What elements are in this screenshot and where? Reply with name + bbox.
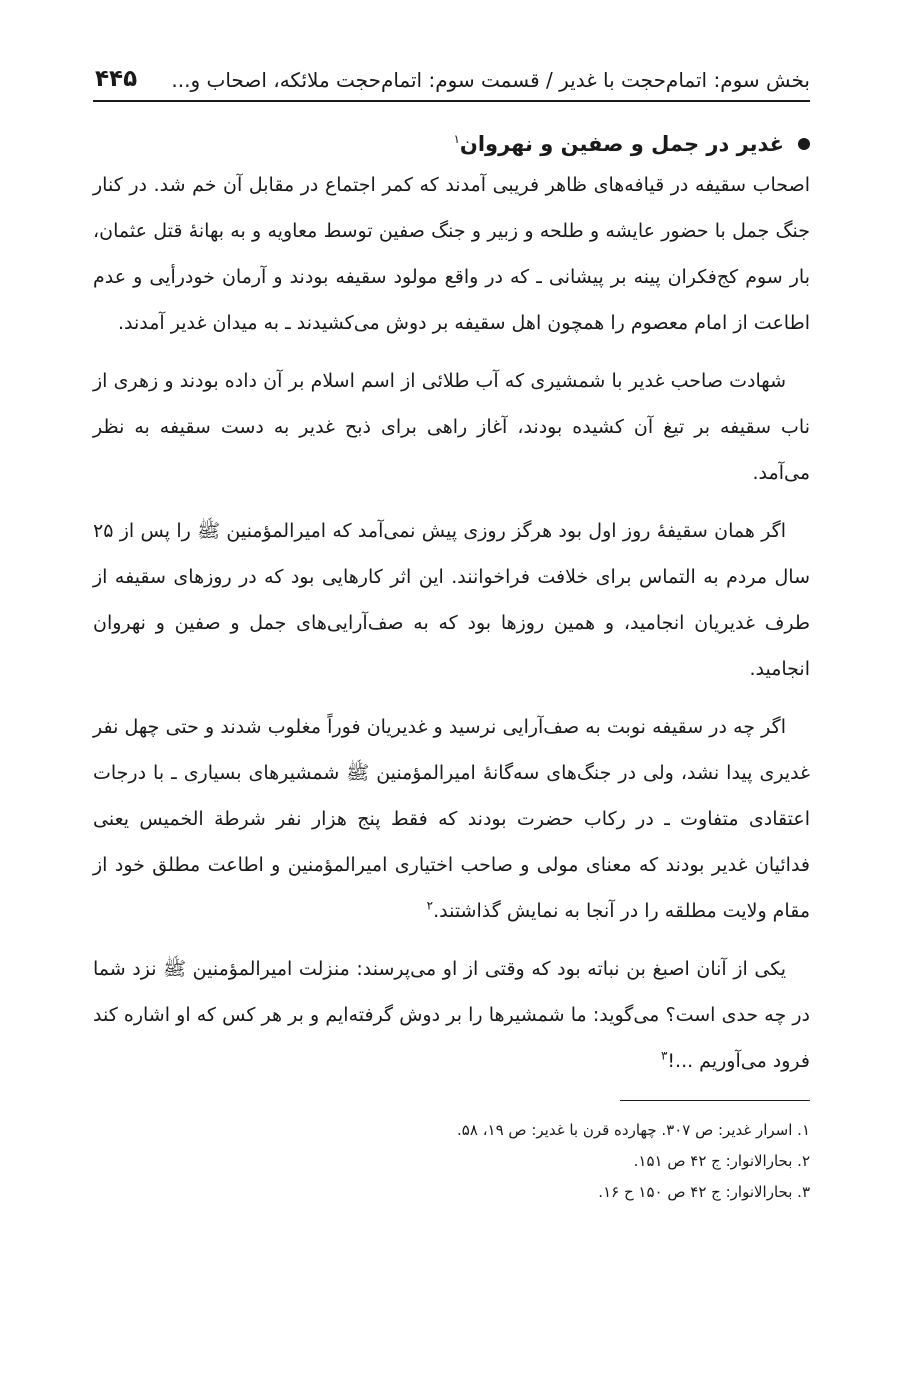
section-heading-text bbox=[453, 126, 784, 162]
footnote-item: ۳. بحارالانوار: ج ۴۲ ص ۱۵۰ ح ۱۶. bbox=[598, 1183, 810, 1201]
paragraph: شهادت صاحب غدیر با شمشیری که آب طلائی از اسم اسلام بر آن داده بودند و زهری از ناب سقیفه بر تیغ آن کشیده بودند، آغاز راهی برای ذبح غدیر به دست سقیفه به نظر می‌آمد. bbox=[93, 370, 810, 484]
section-heading-label: غدیر در جمل و صفین و نهروان bbox=[459, 132, 784, 156]
paragraph-text: اگر چه در سقیفه نوبت به صف‌آرایی نرسید و غدیریان فوراً مغلوب شدند و حتی چهل نفر غدیری پیدا نشد، ولی در جنگ‌های سه‌گانهٔ امیرالمؤمنین ﷺ شمشیرهای بسیاری ـ با درجات اعتقادی متفاوت ـ در رکاب حضرت بودند که فقط پنج هزار نفر شرطة الخمیس یعنی فدائیان غدیر بودند که معنای مولی و صاحب اختیاری امیرالمؤمنین و اطاعت مطلق خود از مقام ولایت مطلقه را در آنجا به نمایش گذاشتند. bbox=[93, 716, 810, 922]
running-header bbox=[93, 60, 810, 102]
book-page bbox=[93, 60, 810, 1208]
footnote-divider bbox=[620, 1100, 810, 1101]
paragraph: اگر همان سقیفهٔ روز اول بود هرگز روزی پیش نمی‌آمد که امیرالمؤمنین ﷺ را پس از ۲۵ سال مردم به التماس برای خلافت فراخوانند. این اثر کارهایی بود که در روزهای سقیفه از طرف غدیریان انجامید، و همین روزها بود که به صف‌آرایی‌های جمل و صفین و نهروان انجامید. bbox=[93, 520, 810, 680]
footnote-marker: ۲ bbox=[426, 898, 434, 913]
page-number: ۴۴۵ bbox=[95, 66, 138, 92]
paragraph bbox=[93, 946, 810, 1084]
section-heading bbox=[93, 126, 810, 162]
paragraph: اصحاب سقیفه در قیافه‌های ظاهر فریبی آمدند که کمر اجتماع در مقابل آن خم شد. در کنار جنگ جمل با حضور عایشه و طلحه و زبیر و جنگ صفین توسط معاویه و به بهانهٔ قتل عثمان، بار سوم کج‌فکران پینه بر پیشانی ـ که در واقع مولود سقیفه بودند و آرمان خودرأیی و عدم اطاعت از امام معصوم را همچون اهل سقیفه بر دوش می‌کشیدند ـ به میدان غدیر آمدند. bbox=[93, 174, 810, 334]
bullet-icon bbox=[798, 138, 810, 150]
footnote-marker: ۱ bbox=[453, 132, 460, 146]
paragraph-text: یکی از آنان اصبغ بن نباته بود که وقتی از او می‌پرسند: منزلت امیرالمؤمنین ﷺ نزد شما در چه حدی است؟ می‌گوید: ما شمشیرها را بر دوش گرفته‌ایم و بر هر کس که او اشاره کند فرود می‌آوریم ...! bbox=[93, 958, 810, 1072]
running-header-title: بخش سوم: اتمام‌حجت با غدیر / قسمت سوم: اتمام‌حجت ملائکه، اصحاب و... bbox=[171, 68, 810, 92]
footnote-item: ۲. بحارالانوار: ج ۴۲ ص ۱۵۱. bbox=[633, 1152, 810, 1170]
footnote-item: ۱. اسرار غدیر: ص ۳۰۷. چهارده قرن با غدیر: ص ۱۹، ۵۸. bbox=[457, 1121, 810, 1139]
footnote-marker: ۳ bbox=[660, 1048, 668, 1063]
paragraph bbox=[93, 704, 810, 934]
body-text bbox=[93, 162, 810, 1084]
footnotes bbox=[93, 1115, 810, 1208]
